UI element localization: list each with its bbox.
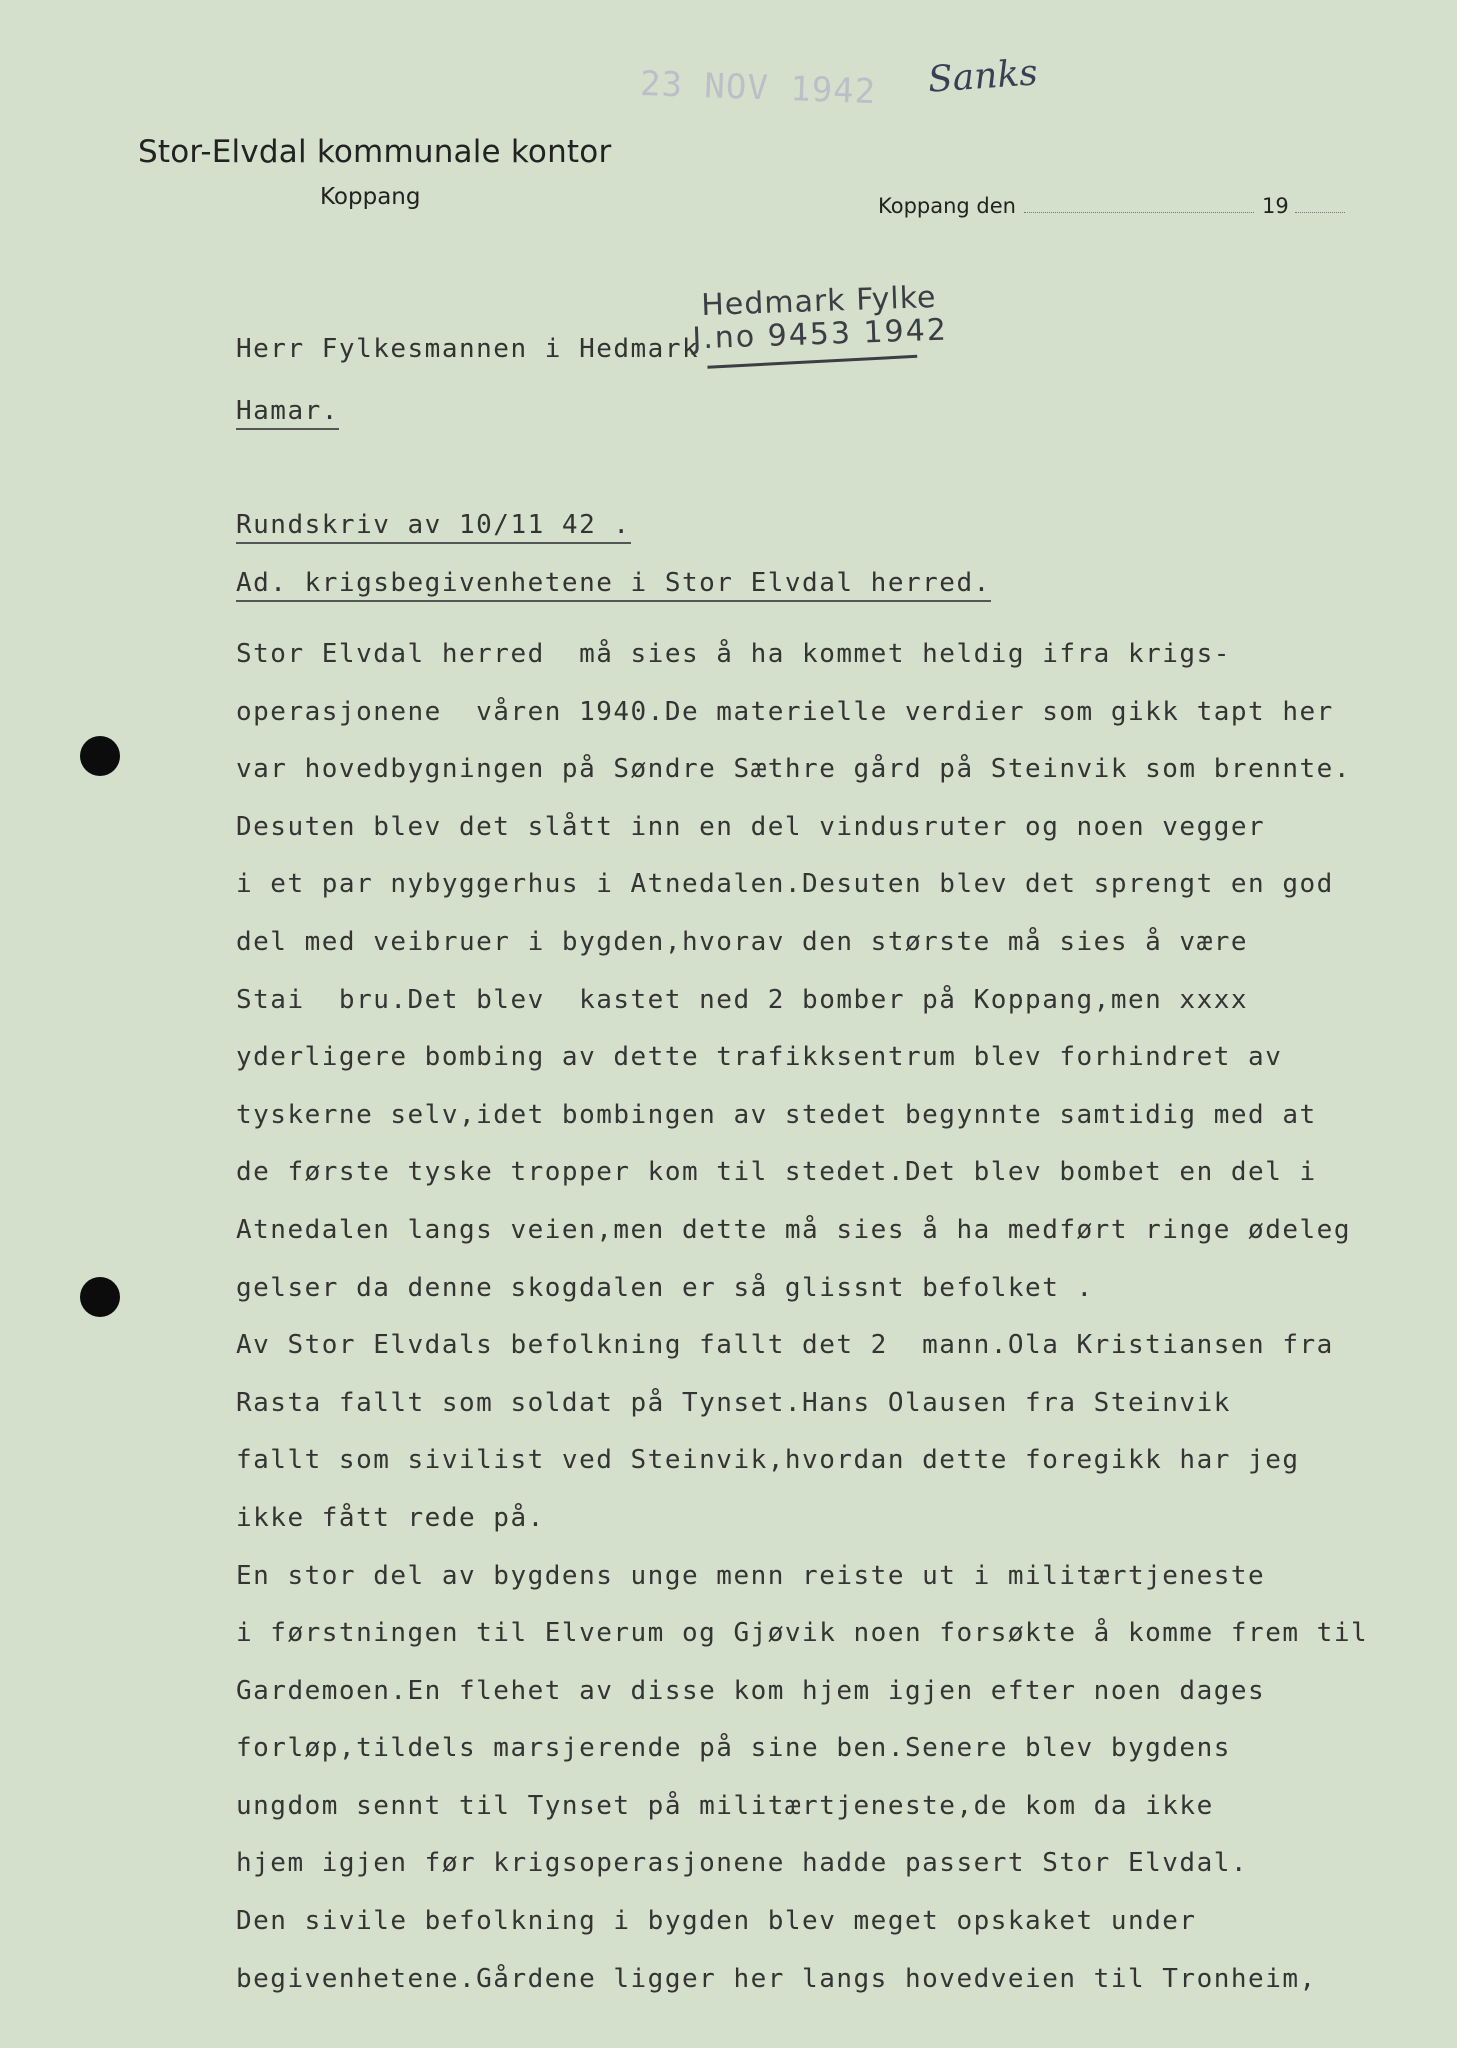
subject-title: Ad. krigsbegivenhetene i Stor Elvdal herred. [236, 568, 991, 602]
body-line: begivenhetene.Gårdene ligger her langs hovedveien til Tronheim, [236, 1963, 1317, 1994]
body-line: tyskerne selv,idet bombingen av stedet begynnte samtidig med at [236, 1099, 1317, 1130]
letterhead-place: Koppang [320, 184, 421, 210]
body-line: i førstningen til Elverum og Gjøvik noen forsøkte å komme frem til [236, 1618, 1369, 1649]
body-line: Av Stor Elvdals befolkning fallt det 2 mann.Ola Kristiansen fra [236, 1330, 1334, 1361]
county-registration-stamp [691, 280, 949, 368]
date-year-prefix: 19 [1261, 194, 1289, 218]
date-line [878, 194, 1345, 218]
handwritten-note: Sanks [926, 52, 1039, 101]
received-date-stamp: 23 NOV 1942 [639, 63, 877, 113]
body-line: Den sivile befolkning i bygden blev meget opskaket under [236, 1906, 1197, 1937]
subject-line-1 [236, 510, 631, 540]
county-stamp-name: Hedmark Fylke [700, 279, 938, 324]
county-stamp-journal-number: J.no 9453 1942 [691, 312, 949, 357]
body-line: Gardemoen.En flehet av disse kom hjem igjen efter noen dages [236, 1675, 1266, 1706]
date-year-blank [1295, 212, 1345, 213]
date-prefix: Koppang den [878, 194, 1016, 218]
body-line: i et par nybyggerhus i Atnedalen.Desuten blev det sprengt en god [236, 869, 1334, 900]
subject-line-2 [236, 568, 991, 598]
body-line: Atnedalen langs veien,men dette må sies å ha medført ringe ødeleg [236, 1214, 1351, 1245]
letterhead-organization: Stor-Elvdal kommunale kontor [138, 134, 612, 170]
subject-reference: Rundskriv av 10/11 42 . [236, 510, 631, 544]
body-line: Stai bru.Det blev kastet ned 2 bomber på Koppang,men xxxx [236, 984, 1249, 1015]
body-line: operasjonene våren 1940.De materielle verdier som gikk tapt her [236, 696, 1334, 727]
body-line: En stor del av bygdens unge menn reiste ut i militærtjeneste [236, 1560, 1266, 1591]
body-line: forløp,tildels marsjerende på sine ben.Senere blev bygdens [236, 1733, 1231, 1764]
date-blank [1024, 212, 1254, 213]
letter-body [236, 626, 1368, 2008]
body-line: var hovedbygningen på Søndre Sæthre gård på Steinvik som brennte. [236, 754, 1351, 785]
body-line: ikke fått rede på. [236, 1502, 545, 1533]
recipient-city: Hamar. [236, 396, 339, 430]
punch-hole-top [80, 736, 120, 776]
body-line: hjem igjen før krigsoperasjonene hadde passert Stor Elvdal. [236, 1848, 1249, 1879]
body-line: Rasta fallt som soldat på Tynset.Hans Olausen fra Steinvik [236, 1387, 1231, 1418]
recipient-line-1: Herr Fylkesmannen i Hedmark [236, 334, 700, 364]
body-line: gelser da denne skogdalen er så glissnt befolket . [236, 1272, 1094, 1303]
body-line: Stor Elvdal herred må sies å ha kommet heldig ifra krigs- [236, 639, 1231, 669]
body-line: Desuten blev det slått inn en del vindusruter og noen vegger [236, 811, 1266, 842]
body-line: del med veibruer i bygden,hvorav den største må sies å være [236, 926, 1249, 957]
recipient-line-2 [236, 396, 339, 426]
body-line: yderligere bombing av dette trafikksentrum blev forhindret av [236, 1042, 1283, 1073]
body-line: fallt som sivilist ved Steinvik,hvordan dette foregikk har jeg [236, 1445, 1300, 1476]
body-line: ungdom sennt til Tynset på militærtjeneste,de kom da ikke [236, 1790, 1214, 1821]
punch-hole-bottom [80, 1277, 120, 1317]
body-line: de første tyske tropper kom til stedet.Det blev bombet en del i [236, 1157, 1317, 1188]
county-stamp-underline [707, 355, 917, 369]
